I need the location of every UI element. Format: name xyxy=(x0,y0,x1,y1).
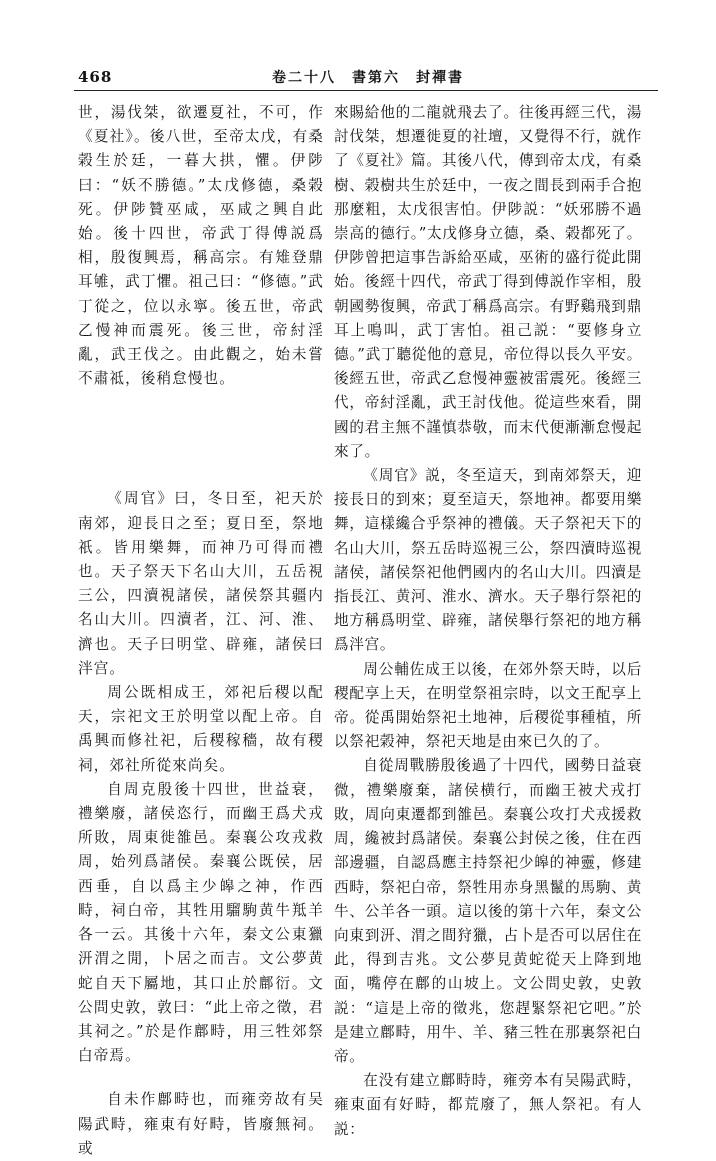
text-paragraph: 《周官》曰，冬日至，祀天於南郊，迎長日之至；夏日至，祭地祇。皆用樂舞，而神乃可得而禮也。天子祭天下名山大川，五岳視三公，四瀆視諸侯，諸侯祭其疆内名山大川。四瀆者，江、河、淮、濟也。天子曰明堂、辟雍，諸侯曰泮宫。 xyxy=(78,490,324,677)
page-number: 468 xyxy=(78,68,113,86)
text-paragraph: 自未作鄜畤也，而雍旁故有吴陽武畤，雍東有好畤，皆廢無祠。或 xyxy=(78,1091,324,1157)
text-paragraph: 自從周戰勝殷後過了十四代，國勢日益衰微，禮樂廢棄，諸侯横行，而幽王被犬戎打敗，周向東遷都到雒邑。秦襄公攻打犬戎援救周，纔被封爲諸侯。秦襄公封侯之後，住在西部邊疆，自認爲應主持祭祀少皞的神靈，修建西畤，祭祀白帝，祭牲用赤身黑鬣的馬駒、黄牛、公羊各一頭。這以後的第十六年，秦文公向東到汧、渭之間狩獵，占卜是否可以居住在此，得到吉兆。文公夢見黄蛇從天上降到地面，嘴停在鄜的山坡上。文公問史敦，史敦説：“這是上帝的徵兆，您趕緊祭祀它吧。”於是建立鄜畤，用牛、羊、豬三牲在那裏祭祀白帝。 xyxy=(334,757,642,1065)
text-paragraph: 世，湯伐桀，欲遷夏社，不可，作《夏社》。後八世，至帝太戊，有桑榖生於廷，一暮大拱，懼。伊陟曰：“妖不勝德。”太戊修德，桑榖死。伊陟贊巫咸，巫咸之興自此始。後十四世，帝武丁得傅説爲相，殷復興焉，稱高宗。有雉登鼎耳雊，武丁懼。祖己曰：“修德。”武丁從之，位以永寧。後五世，帝武乙慢神而震死。後三世，帝紂淫亂，武王伐之。由此觀之，始未嘗不肅祗，後稍怠慢也。 xyxy=(78,104,324,388)
text-paragraph: 來賜給他的二龍就飛去了。往後再經三代，湯討伐桀，想遷徙夏的社壇，又覺得不行，就作了《夏社》篇。其後八代，傳到帝太戊，有桑樹、榖樹共生於廷中，一夜之間長到兩手合抱那麼粗，太戊很害怕。伊陟説：“妖邪勝不過崇高的德行。”太戊修身立德，桑、榖都死了。伊陟曾把這事告訴給巫咸，巫術的盛行從此開始。後經十四代，帝武丁得到傅説作宰相，殷朝國勢復興，帝武丁稱爲高宗。有野鷄飛到鼎耳上鳴叫，武丁害怕。祖己説：“要修身立德。”武丁聽從他的意見，帝位得以長久平安。後經五世，帝武乙怠慢神靈被雷震死。後經三代，帝紂淫亂，武王討伐他。從這些來看，開國的君主無不謹慎恭敬，而末代便漸漸怠慢起來了。 xyxy=(334,104,642,460)
text-paragraph: 周公既相成王，郊祀后稷以配天，宗祀文王於明堂以配上帝。自禹興而修社祀，后稷稼穡，故有稷祠，郊社所從來尚矣。 xyxy=(78,684,324,774)
paragraph-gap xyxy=(78,391,324,487)
text-paragraph: 《周官》説，冬至這天，到南郊祭天，迎接長日的到來；夏至這天，祭地神。都要用樂舞，這樣纔合乎祭神的禮儀。天子祭祀天下的名山大川，祭五岳時巡視三公，祭四瀆時巡視諸侯，諸侯祭祀他們國内的名山大川。四瀆是指長江、黄河、淮水、濟水。天子舉行祭祀的地方稱爲明堂、辟雍，諸侯舉行祭祀的地方稱爲泮宫。 xyxy=(334,467,642,654)
text-paragraph: 自周克殷後十四世，世益衰，禮樂廢，諸侯恣行，而幽王爲犬戎所敗，周東徙雒邑。秦襄公攻戎救周，始列爲諸侯。秦襄公既侯，居西垂，自以爲主少皞之神，作西畤，祠白帝，其牲用騮駒黄牛羝羊各一云。其後十六年，秦文公東獵汧渭之閒，卜居之而吉。文公夢黄蛇自天下屬地，其口止於鄜衍。文公問史敦，敦曰：“此上帝之徵，君其祠之。”於是作鄜畤，用三牲郊祭白帝焉。 xyxy=(78,780,324,1065)
text-paragraph: 周公輔佐成王以後，在郊外祭天時，以后稷配享上天，在明堂祭祖宗時，以文王配享上帝。從禹開始祭祀土地神，后稷從事種植，所以祭祀榖神，祭祀天地是由來已久的了。 xyxy=(334,660,642,751)
header-rule xyxy=(74,90,658,91)
translation-text-column xyxy=(334,101,642,1142)
running-title: 卷二十八 書第六 封禪書 xyxy=(272,70,464,86)
classical-text-column xyxy=(78,101,324,1161)
paragraph-gap xyxy=(78,1068,324,1088)
text-paragraph: 在没有建立鄜畤時，雍旁本有吴陽武畤，雍東面有好畤，都荒廢了，無人祭祀。有人説： xyxy=(334,1072,642,1138)
